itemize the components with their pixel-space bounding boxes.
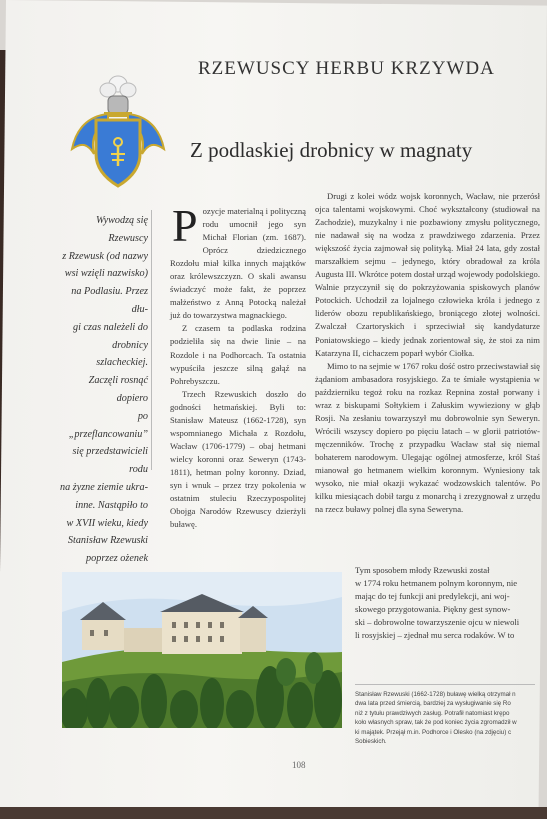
body-line: li rosyjskiej – zjednał mu serca rodaków. W to (355, 630, 515, 641)
chapter-title: Z podlaskiej drobnicy w magnaty (190, 138, 473, 162)
caption-line: koło własnych spraw, tak że pod koniec życia zgromadził w (355, 719, 517, 727)
drop-cap: P (172, 200, 198, 251)
sidebar-line: poprzez ożenek (86, 553, 148, 565)
body-line: mając do tej funkcji ani predylekcji, ani woj- (355, 591, 510, 602)
sidebar-line: na Podlasiu. Przez dłu- (71, 286, 148, 315)
sidebar-line: inne. Nastąpiło to (75, 499, 148, 511)
body-column-2 (315, 190, 540, 516)
body-line: ski – dobrowolne towarzyszenie ojcu w niewoli (355, 617, 520, 628)
body-line: skowego przygotowania. Piękny gest synow- (355, 604, 511, 615)
caption-line: niż z tytułu prawdziwych zasług. Potrafił natomiast krępo (355, 709, 510, 717)
body-paragraph: ozycje materialną i polityczną rodu umocnił jego syn Michał Florian (zm. 1687). Oprócz dziedzicznego Rozdołu miał kilka innych majątków oraz królewszczyzn. O skali awansu świadczyć może fakt, że poprzez małżeństwo z Anną Potocką należał już do towarzystwa magnackiego. (170, 206, 306, 321)
caption-line: ki majątek. Przejął m.in. Podhorce i Olesko (na zdjęciu) c (355, 728, 512, 736)
family-title: RZEWUSCY HERBU KRZYWDA (198, 58, 495, 79)
body-paragraph: Drugi z kolei wódz wojsk koronnych, Wacław, nie przerósł ojca talentami wojskowymi. Choć wykształcony (studiował na Zachodzie), muzykalny i nie pozbawiony zmysłu politycznego, nie nadawał się na wodza z prawdziwego zdarzenia. Przez większość życia zajmował się polityką. Miał 24 lata, gdy został marszałkiem sejmu – jedynego, który obradował za króla Augusta III. Wkrótce potem dostał urząd wojewody podolskiego. Walnie przyczynił się do pokrzyżowania spiskowych planów Potockich. Uchodził za lojalnego człowieka króla i jednego z liderów obozu republikańskiego, broniącego złotej wolności. Zwalczał Czartoryskich i sprzeciwiał się kandydaturze Poniatowskiego – kiedy jednak zorientował się, że stoi za nim Katarzyna II, cichaczem poparł wybór Ciołka. (315, 191, 540, 358)
coat-of-arms-icon (68, 74, 168, 194)
sidebar-line: gi czas należeli do (73, 321, 148, 333)
caption-line: Stanisław Rzewuski (1662-1728) buławę wielką otrzymał n (355, 691, 516, 698)
photo-caption (355, 690, 545, 746)
sidebar-line: Wywodzą się Rzewuscy (96, 215, 148, 244)
sidebar-line: na żyzne ziemie ukra- (60, 481, 148, 493)
page-number: 108 (292, 760, 306, 770)
caption-divider (355, 684, 535, 685)
body-paragraph: Mimo to na sejmie w 1767 roku dość ostro przeciwstawiał się żądaniom ambasadora rosyjskiego. Za te śmiałe wystąpienia w październiku tegoż roku na rozkaz Repnina został porwany i wraz z biskupami Sołtykiem i Załuskim wywieziony w głąb Rosji. Na zesłaniu towarzyszył mu dobrowolnie syn Seweryn. Wrócili wszyscy dopiero po pięciu latach – w glorii patriotów-męczenników. Trochę z przypadku Wacław stał się niemal bohaterem narodowym. Ulegając ogólnej atmosferze, król Staś mianował go hetmanem wielkim koronnym. Wyniesiony tak wysoko, nie miał okazji wykazać wodzowskich talentów. Po kilku miesiącach dobił targu z monarchą i zrezygnował z urzędu na rzecz buławy polnej dla syna Seweryna. (315, 360, 540, 515)
sidebar-line: po „przeflancowaniu” (68, 410, 148, 440)
sidebar-line: drobnicy szlacheckiej. (96, 339, 148, 369)
book-edge (0, 807, 547, 819)
body-line: Tym sposobem młody Rzewuski został (355, 565, 490, 575)
sidebar-line: się przedstawicieli rodu (72, 446, 148, 476)
body-line: w 1774 roku hetmanem polnym koronnym, nie (355, 578, 518, 589)
caption-line: Sobieskich. (355, 738, 387, 746)
sidebar-line: Stanisław Rzewuski (67, 535, 148, 547)
body-column-3 (355, 564, 545, 642)
sidebar-line: w XVII wieku, kiedy (66, 517, 148, 529)
body-paragraph: Trzech Rzewuskich doszło do godności hetmańskiej. Byli to: Stanisław Mateusz (1662-1728), syn wspomnianego Michała z Rozdołu, Wacław (1706-1779) – obaj hetmani wielcy koronni oraz Seweryn (1743-1811), hetman polny koronny. Dziad, syn i wnuk – przez trzy pokolenia w ostatnim stuleciu Rzeczypospolitej Obojga Narodów Rzewuscy dzierżyli buławę. (170, 388, 306, 530)
sidebar-line: wsi wzięli nazwisko) (64, 268, 148, 280)
body-column-1 (170, 200, 306, 531)
caption-line: dwa lata przed śmiercią, bardziej za wysługiwanie się Ro (355, 700, 511, 708)
sidebar-line: z Rzewusk (od nazwy (62, 250, 148, 262)
castle-photo (62, 572, 342, 728)
sidebar-divider (151, 210, 152, 470)
sidebar-line: Zaczęli rosnąć dopiero (88, 375, 148, 404)
body-paragraph: Z czasem ta podlaska rodzina podzieliła się na dwie linie – na Rozdole i na Podhorcach. Ta ostatnia wypuściła jeszcze silną gałąź na Pohrebyszczu. (170, 323, 306, 386)
